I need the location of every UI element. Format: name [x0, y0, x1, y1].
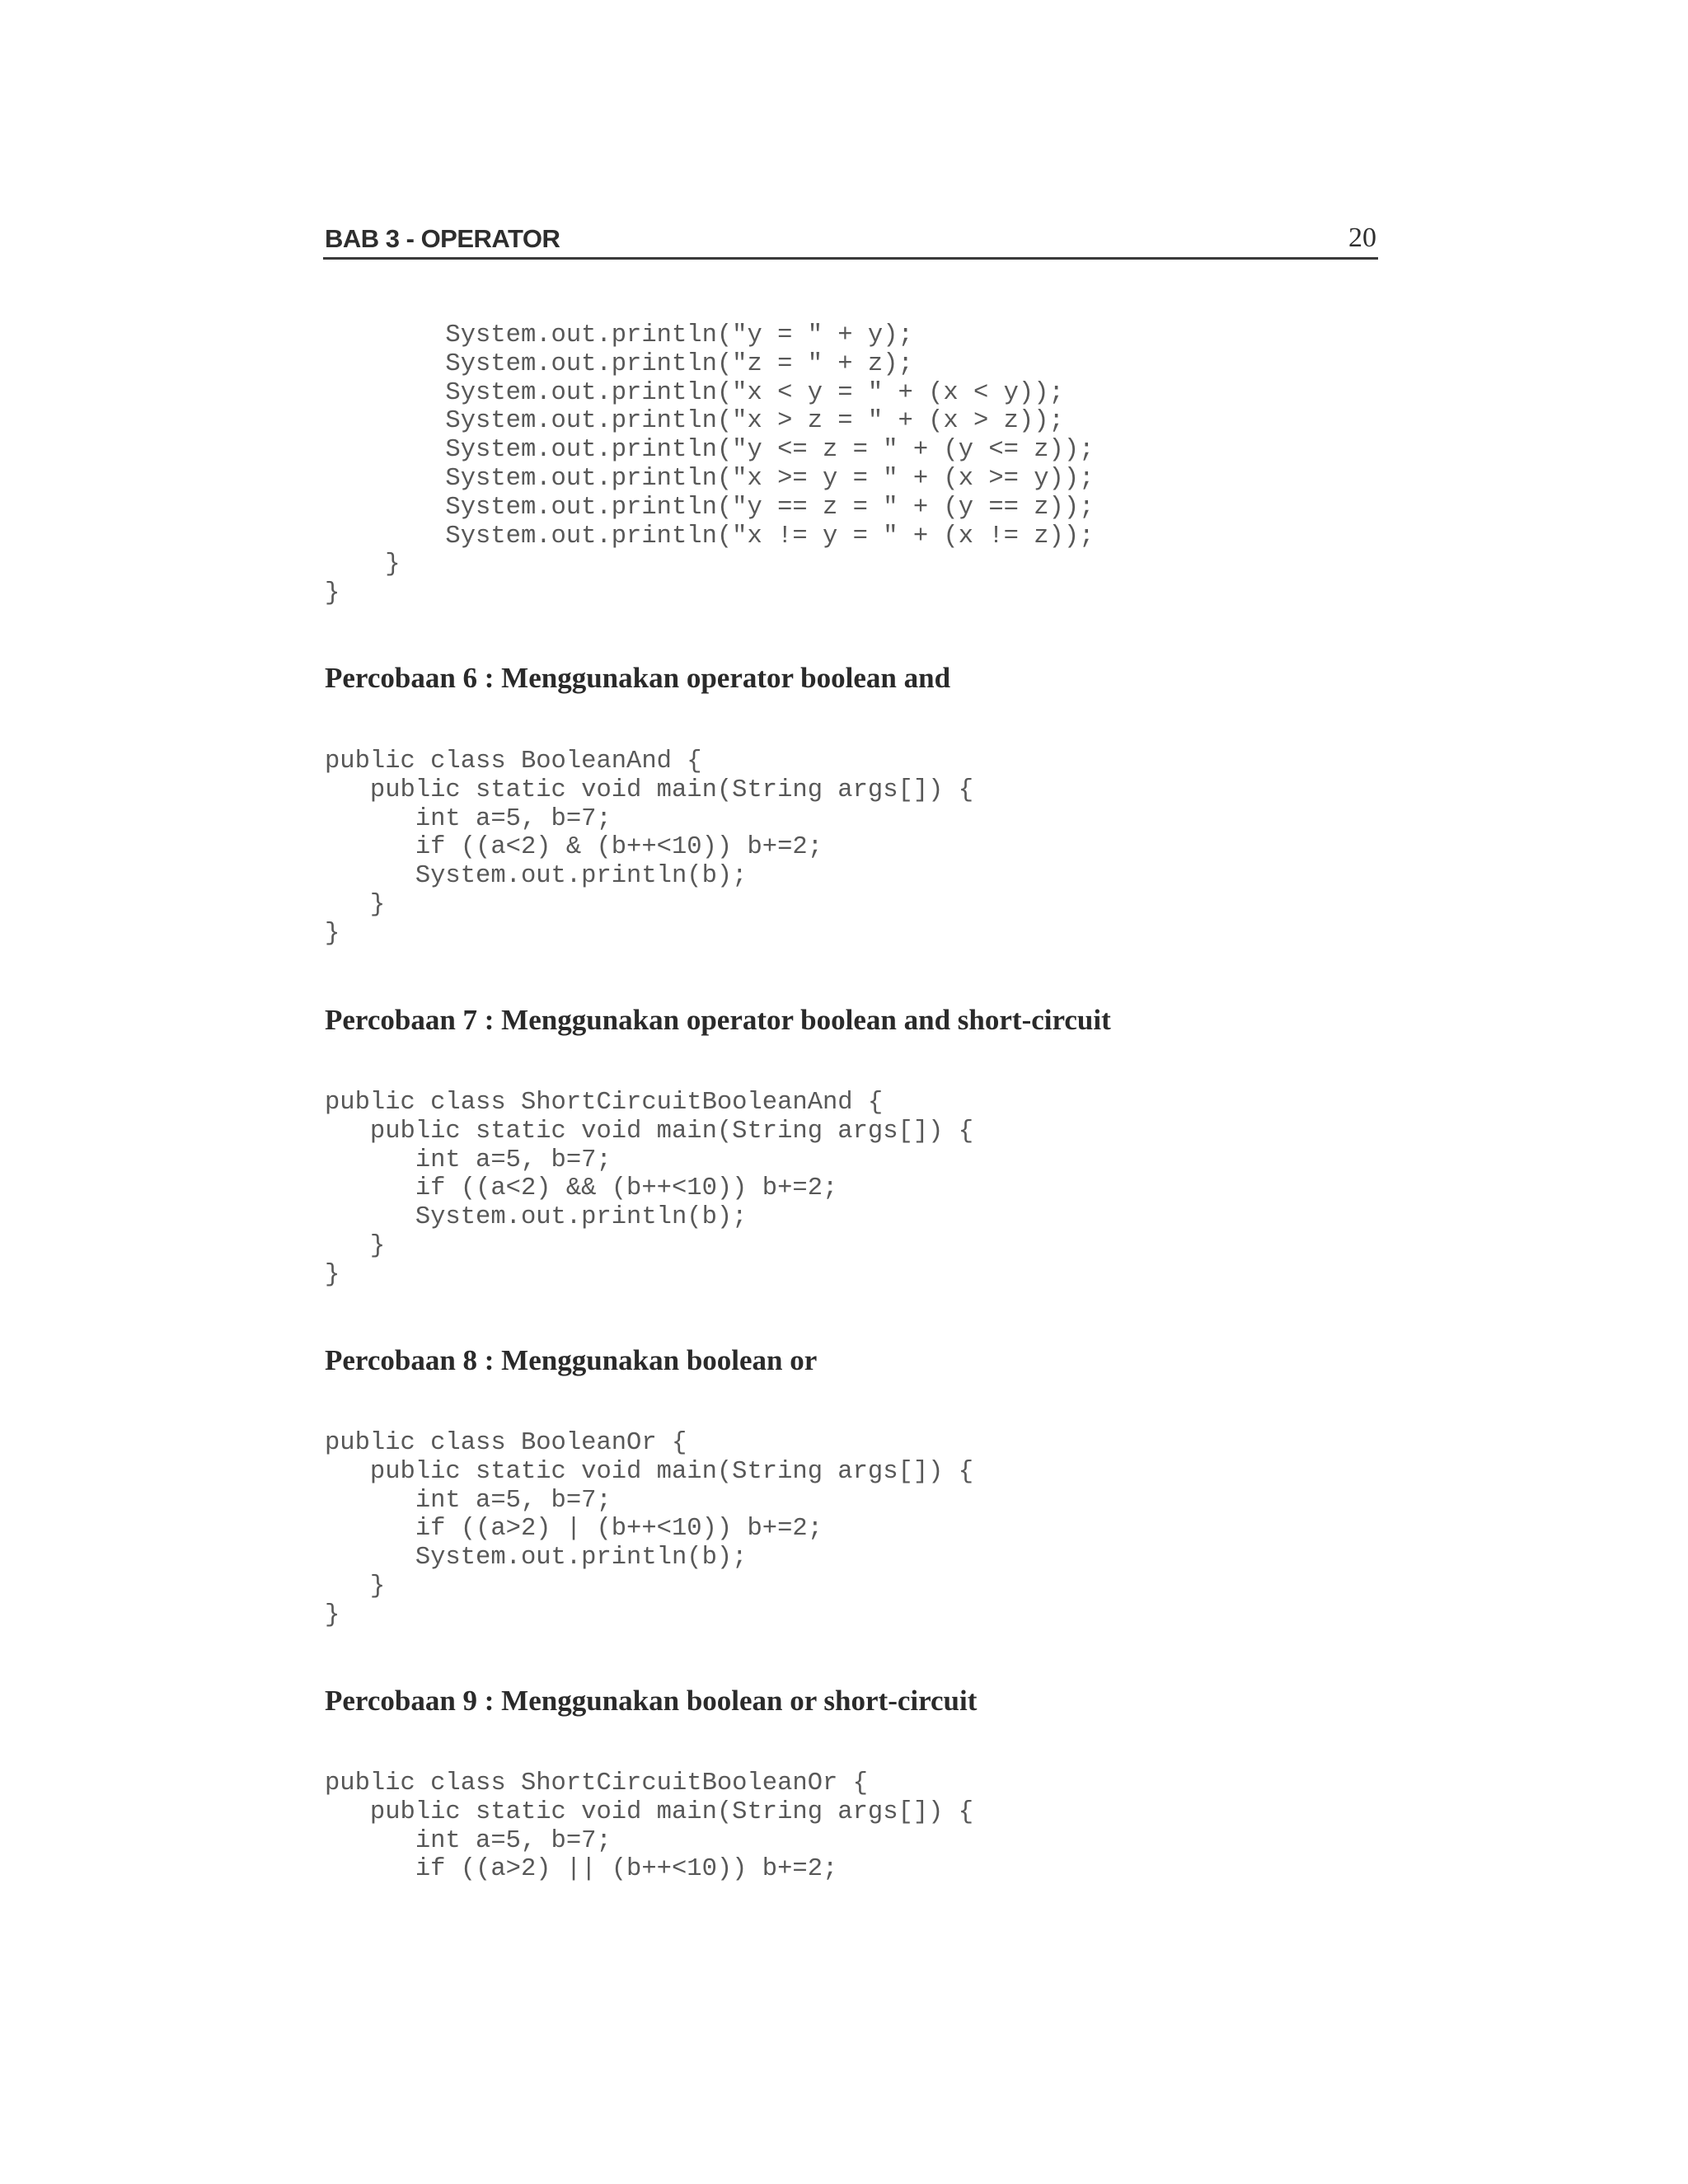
code-line: System.out.println("z = " + z); [325, 349, 913, 378]
code-line: } [325, 1572, 386, 1601]
code-block-short-circuit-or [325, 1769, 973, 1884]
code-line: public static void main(String args[]) { [325, 1797, 974, 1826]
code-line: public static void main(String args[]) { [325, 776, 974, 804]
code-line: System.out.println(b); [325, 1203, 748, 1232]
code-line: } [325, 890, 386, 919]
code-line: System.out.println("y == z = " + (y == z)); [325, 493, 1095, 522]
code-line: public class BooleanAnd { [325, 748, 702, 776]
code-line: } [325, 1260, 340, 1289]
code-line: public class ShortCircuitBooleanOr { [325, 1769, 868, 1797]
code-line: public static void main(String args[]) { [325, 1117, 974, 1146]
page-number: 20 [1348, 223, 1376, 253]
code-line: } [325, 919, 340, 948]
section-heading-percobaan-6: Percobaan 6 : Menggunakan operator boolean and [325, 662, 951, 694]
code-block-boolean-or [325, 1429, 973, 1630]
page-header [323, 216, 1378, 260]
code-line: int a=5, b=7; [325, 1486, 612, 1515]
section-heading-percobaan-8: Percobaan 8 : Menggunakan boolean or [325, 1344, 818, 1376]
code-line: System.out.println("y = " + y); [325, 321, 913, 349]
code-block-boolean-and [325, 748, 973, 949]
section-heading-percobaan-9: Percobaan 9 : Menggunakan boolean or short-circuit [325, 1685, 978, 1717]
code-line: } [325, 579, 340, 608]
code-block-short-circuit-and [325, 1089, 973, 1290]
code-line: int a=5, b=7; [325, 1146, 612, 1174]
code-line: public static void main(String args[]) { [325, 1457, 974, 1486]
code-block-continued [325, 321, 1094, 608]
code-line: if ((a<2) && (b++<10)) b+=2; [325, 1174, 838, 1203]
code-line: } [325, 1601, 340, 1629]
code-line: System.out.println("x < y = " + (x < y)); [325, 378, 1064, 407]
code-line: } [325, 551, 401, 579]
code-line: System.out.println("x >= y = " + (x >= y)); [325, 464, 1095, 493]
code-line: public class ShortCircuitBooleanAnd { [325, 1089, 884, 1117]
code-line: } [325, 1231, 386, 1260]
code-line: int a=5, b=7; [325, 1826, 612, 1855]
code-line: public class BooleanOr { [325, 1429, 687, 1457]
code-line: System.out.println(b); [325, 862, 748, 891]
code-line: System.out.println(b); [325, 1544, 748, 1572]
code-line: System.out.println("x != y = " + (x != z)); [325, 522, 1095, 551]
code-line: System.out.println("x > z = " + (x > z)); [325, 407, 1064, 436]
code-line: if ((a>2) || (b++<10)) b+=2; [325, 1855, 838, 1884]
code-line: System.out.println("y <= z = " + (y <= z)); [325, 436, 1095, 465]
code-line: if ((a<2) & (b++<10)) b+=2; [325, 833, 823, 862]
code-line: int a=5, b=7; [325, 804, 612, 833]
chapter-title: BAB 3 - OPERATOR [325, 224, 560, 253]
section-heading-percobaan-7: Percobaan 7 : Menggunakan operator boolean and short-circuit [325, 1004, 1111, 1036]
code-line: if ((a>2) | (b++<10)) b+=2; [325, 1515, 823, 1544]
